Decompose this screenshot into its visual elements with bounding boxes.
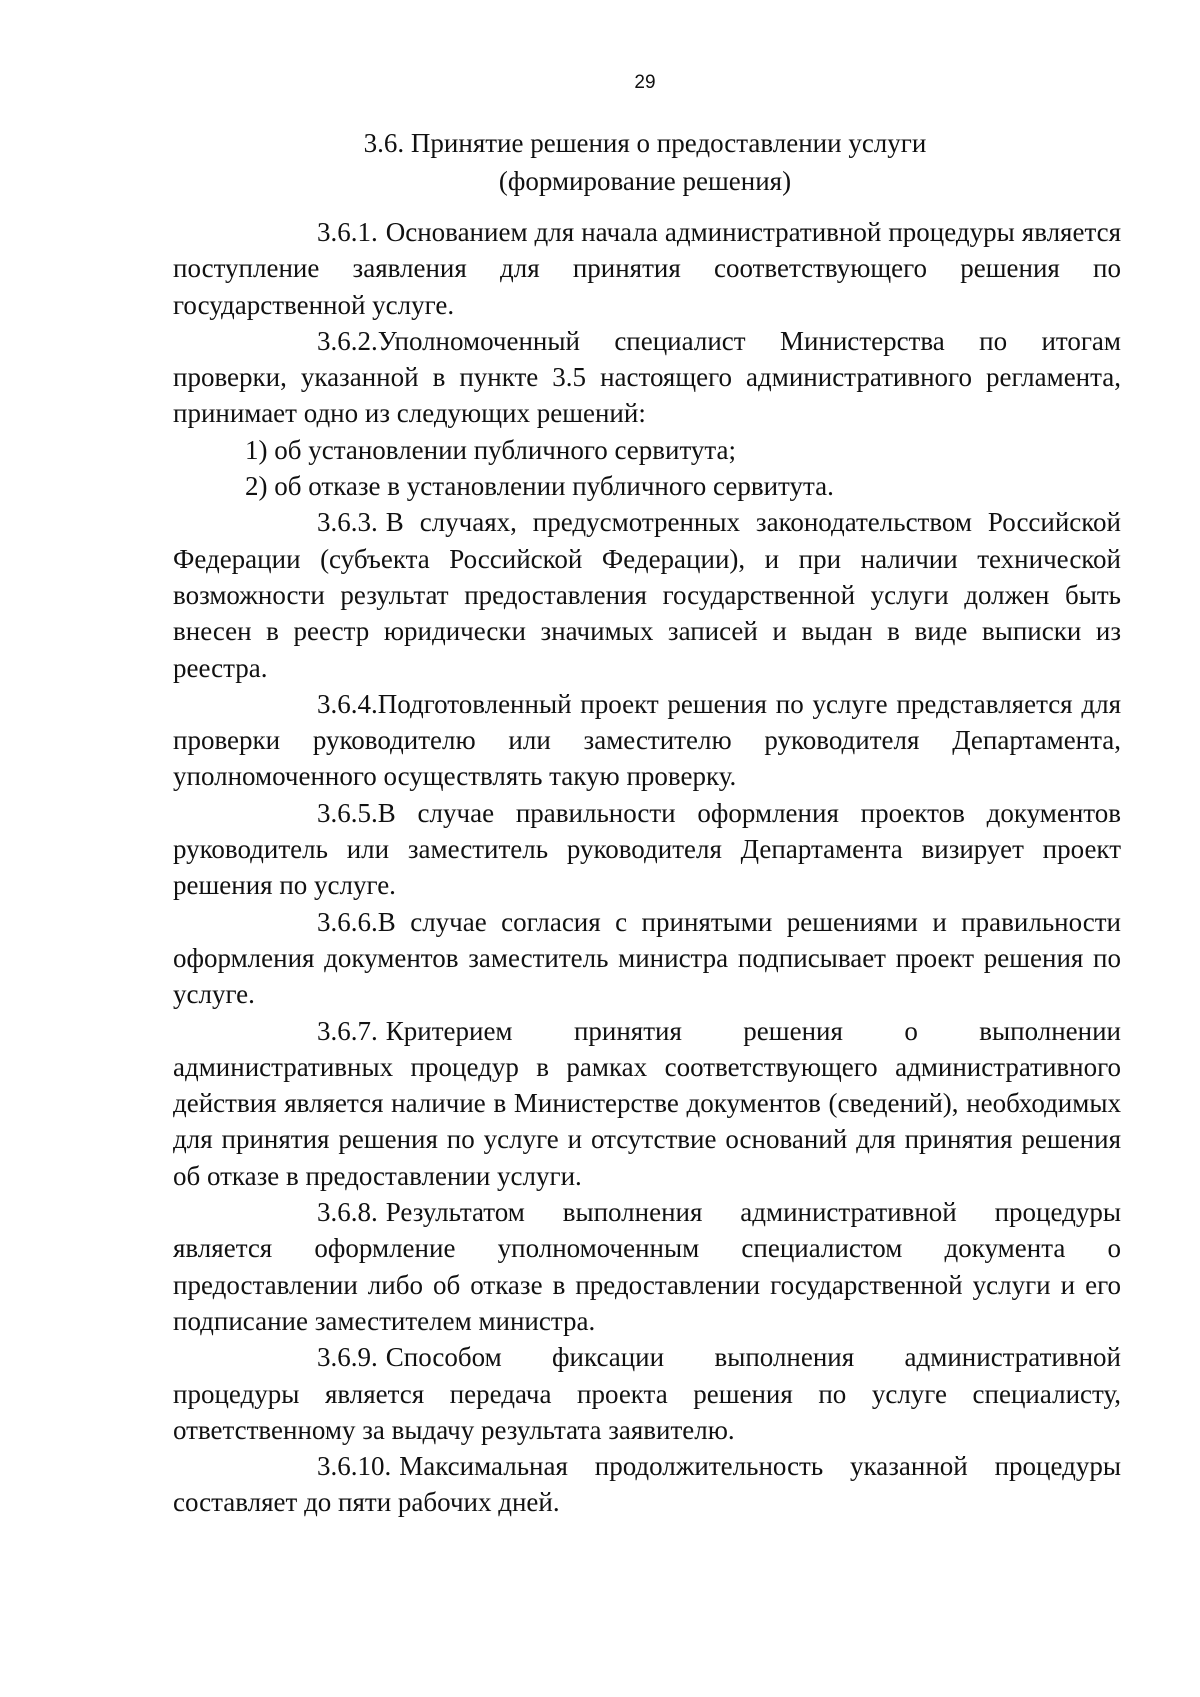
- paragraph-text: Максимальная продолжительность указанной процедуры составляет до пяти рабочих дней.: [173, 1451, 1121, 1518]
- paragraph-3-6-5: [173, 795, 1121, 904]
- paragraph-text: Критерием принятия решения о выполнении административных процедур в рамках соответствующего административного действия является наличие в Министерстве документов (сведений), необходимых для принятия решения по услуге и отсутствие оснований для принятия решения об отказе в предоставлении услуги.: [173, 1015, 1121, 1191]
- paragraph-3-6-3: [173, 504, 1121, 685]
- paragraph-number: 3.6.9.: [317, 1342, 378, 1373]
- paragraph-text: Подготовленный проект решения по услуге представляется для проверки руководителю или заместителю руководителя Департамента, уполномоченного осуществлять такую проверку.: [173, 688, 1121, 792]
- section-title: [0, 124, 1200, 200]
- paragraph-text: В случае согласия с принятыми решениями и правильности оформления документов заместитель министра подписывает проект решения по услуге.: [173, 906, 1121, 1010]
- list-item-2: 2) об отказе в установлении публичного сервитута.: [245, 471, 834, 502]
- paragraph-text: В случаях, предусмотренных законодательством Российской Федерации (субъекта Российской Федерации), и при наличии технической возможности результат предоставления государственной услуги должен быть внесен в реестр юридически значимых записей и выдан в виде выписки из реестра.: [173, 507, 1121, 683]
- paragraph-number: 3.6.4.: [317, 688, 378, 719]
- section-title-line-1: 3.6. Принятие решения о предоставлении услуги: [363, 128, 927, 158]
- page-number: 29: [634, 72, 656, 93]
- paragraph-text: Способом фиксации выполнения административной процедуры является передача проекта решения по услуге специалисту, ответственному за выдачу результата заявителю.: [173, 1342, 1121, 1445]
- paragraph-3-6-4: [173, 686, 1121, 795]
- paragraph-number: 3.6.1.: [317, 217, 378, 247]
- list-item-1: 1) об установлении публичного сервитута;: [245, 434, 737, 465]
- paragraph-number: 3.6.3.: [317, 507, 378, 538]
- paragraph-text: Основанием для начала административной процедуры является поступление заявления для принятия соответствующего решения по государственной услуге.: [173, 217, 1121, 320]
- paragraph-number: 3.6.6.: [317, 906, 378, 937]
- paragraph-3-6-9: [173, 1339, 1121, 1448]
- paragraph-3-6-10: [173, 1448, 1121, 1521]
- paragraph-text: Результатом выполнения административной процедуры является оформление уполномоченным специалистом документа о предоставлении либо об отказе в предоставлении государственной услуги и его подписание заместителем министра.: [173, 1197, 1121, 1336]
- paragraph-3-6-7: [173, 1013, 1121, 1194]
- paragraph-3-6-2: [173, 323, 1121, 432]
- paragraph-3-6-1: [173, 214, 1121, 323]
- paragraph-3-6-6: [173, 904, 1121, 1013]
- paragraph-number: 3.6.8.: [317, 1197, 378, 1228]
- document-body: [173, 214, 1121, 1521]
- paragraph-number: 3.6.2.: [317, 325, 378, 356]
- paragraph-3-6-8: [173, 1194, 1121, 1339]
- paragraph-text: Уполномоченный специалист Министерства по итогам проверки, указанной в пункте 3.5 настоящего административного регламента, принимает одно из следующих решений:: [173, 325, 1121, 429]
- paragraph-number: 3.6.5.: [317, 797, 378, 828]
- paragraph-number: 3.6.7.: [317, 1015, 378, 1046]
- paragraph-text: В случае правильности оформления проектов документов руководитель или заместитель руководителя Департамента визирует проект решения по услуге.: [173, 797, 1121, 901]
- paragraph-number: 3.6.10.: [317, 1451, 392, 1482]
- section-title-line-2: (формирование решения): [498, 166, 792, 196]
